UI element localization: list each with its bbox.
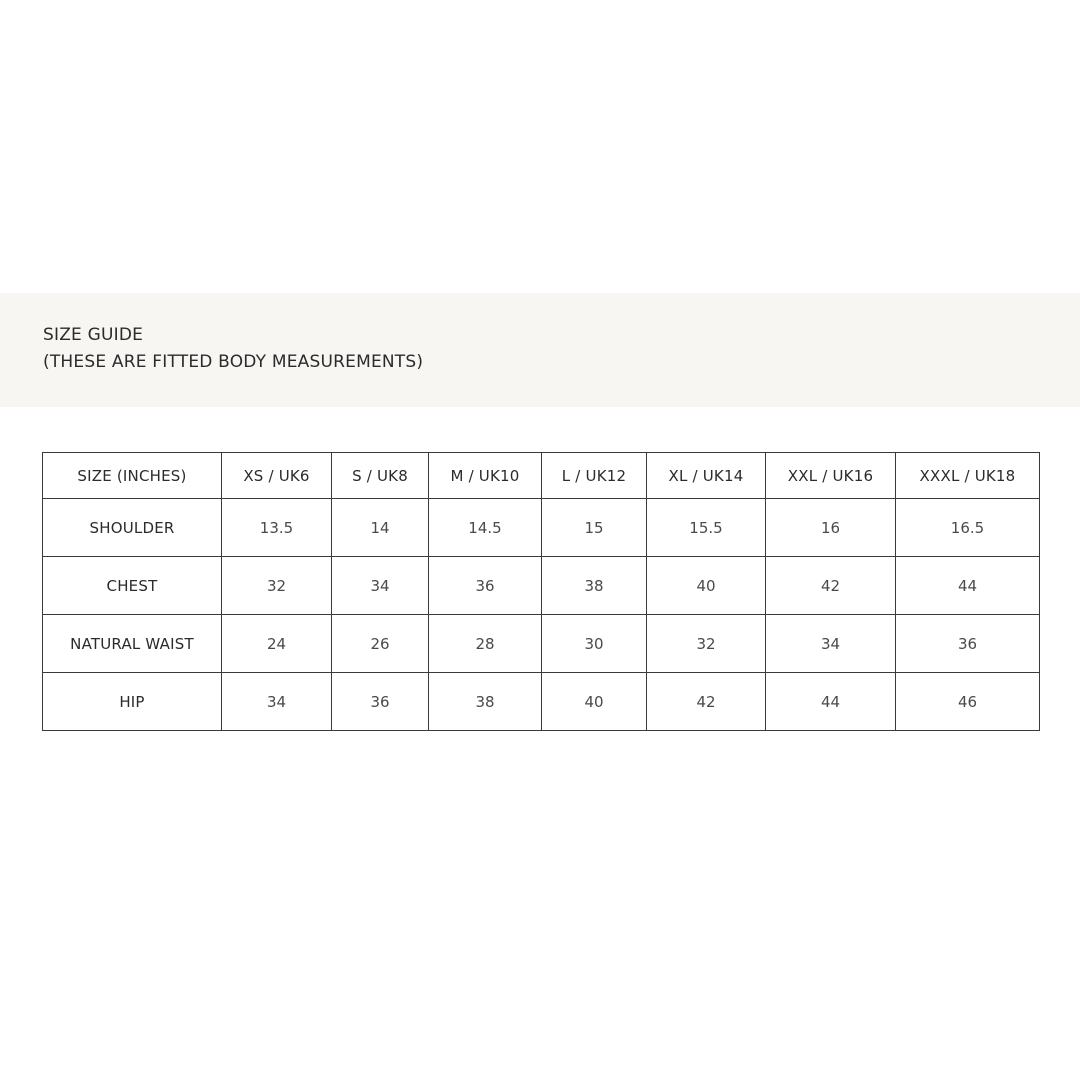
table-cell: 44: [766, 673, 896, 731]
column-header: XXL / UK16: [766, 453, 896, 499]
table-cell: 32: [222, 557, 332, 615]
page-title: SIZE GUIDE: [43, 325, 144, 345]
table-cell: 26: [332, 615, 429, 673]
table-cell: 13.5: [222, 499, 332, 557]
column-header: S / UK8: [332, 453, 429, 499]
table-cell: 38: [429, 673, 542, 731]
table-cell: 38: [542, 557, 647, 615]
table-cell: 14.5: [429, 499, 542, 557]
table-cell: 34: [766, 615, 896, 673]
table-cell: 32: [647, 615, 766, 673]
table-cell: 44: [896, 557, 1040, 615]
column-header: XS / UK6: [222, 453, 332, 499]
table-cell: 42: [766, 557, 896, 615]
table-row: [43, 673, 1040, 731]
table-cell: 42: [647, 673, 766, 731]
table-cell: 36: [429, 557, 542, 615]
column-header: SIZE (INCHES): [43, 453, 222, 499]
column-header: XXXL / UK18: [896, 453, 1040, 499]
table-cell: 16.5: [896, 499, 1040, 557]
table-cell: 28: [429, 615, 542, 673]
table-cell: 40: [542, 673, 647, 731]
table-cell: 15: [542, 499, 647, 557]
table-cell: 24: [222, 615, 332, 673]
column-header: XL / UK14: [647, 453, 766, 499]
table-row: [43, 557, 1040, 615]
size-guide-header: [43, 322, 423, 376]
row-label: CHEST: [43, 557, 222, 615]
table-cell: 34: [222, 673, 332, 731]
column-header: M / UK10: [429, 453, 542, 499]
table-row: [43, 615, 1040, 673]
table-cell: 40: [647, 557, 766, 615]
row-label: HIP: [43, 673, 222, 731]
row-label: SHOULDER: [43, 499, 222, 557]
table-cell: 14: [332, 499, 429, 557]
table-cell: 36: [332, 673, 429, 731]
table-row: [43, 499, 1040, 557]
table-cell: 16: [766, 499, 896, 557]
table-cell: 15.5: [647, 499, 766, 557]
size-table: [42, 452, 1040, 731]
table-cell: 30: [542, 615, 647, 673]
table-header-row: [43, 453, 1040, 499]
table-cell: 46: [896, 673, 1040, 731]
page-subtitle: (THESE ARE FITTED BODY MEASUREMENTS): [43, 352, 424, 372]
table-cell: 36: [896, 615, 1040, 673]
row-label: NATURAL WAIST: [43, 615, 222, 673]
column-header: L / UK12: [542, 453, 647, 499]
table-cell: 34: [332, 557, 429, 615]
